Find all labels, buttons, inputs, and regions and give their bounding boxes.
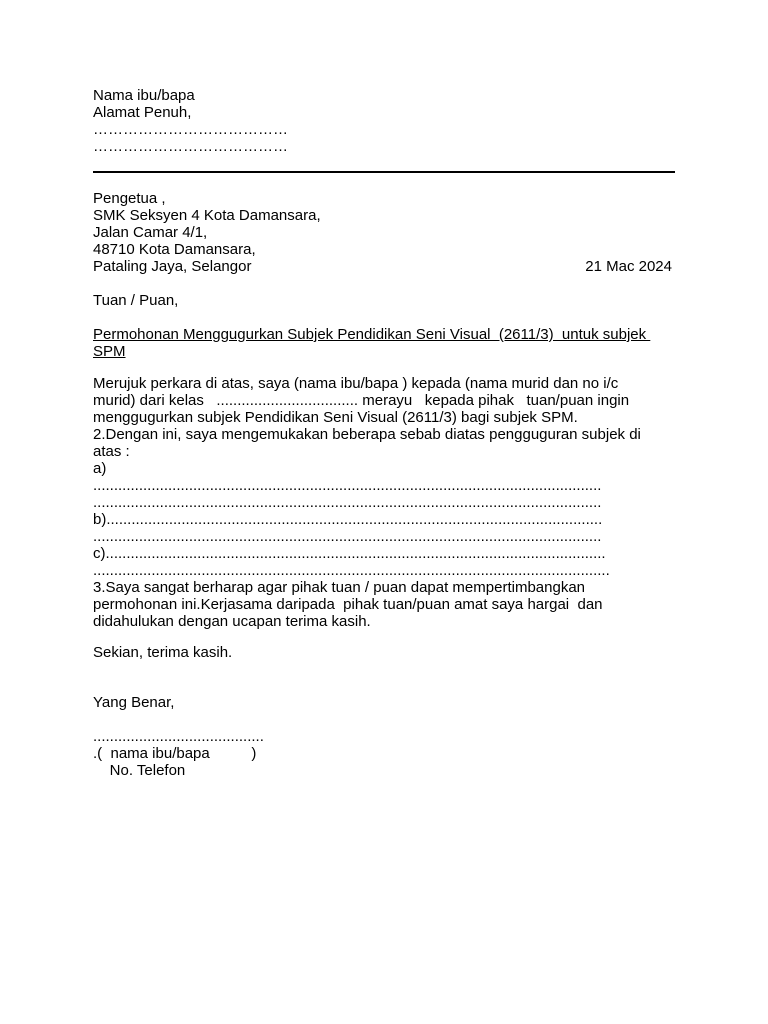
closing-signoff — [93, 694, 675, 711]
recipient-street: Jalan Camar 4/1, — [93, 224, 208, 241]
body-line: permohonan ini.Kerjasama daripada pihak tuan/puan amat saya hargai dan — [93, 596, 603, 613]
signoff-text: Yang Benar, — [93, 694, 175, 711]
signature-block — [93, 728, 675, 779]
salutation-text: Tuan / Puan, — [93, 292, 179, 309]
subject-heading — [93, 326, 675, 360]
reason-dotted-line: .......................................................................................................................... — [93, 528, 602, 545]
recipient-district-state: Pataling Jaya, Selangor — [93, 258, 252, 275]
body-line: didahulukan dengan ucapan terima kasih. — [93, 613, 371, 630]
recipient-title: Pengetua , — [93, 190, 166, 207]
reason-dotted-line: .......................................................................................................................... — [93, 494, 602, 511]
body-line: 2.Dengan ini, saya mengemukakan beberapa sebab diatas pengguguran subjek di — [93, 426, 641, 443]
body-line: menggugurkan subjek Pendidikan Seni Visual (2611/3) bagi subjek SPM. — [93, 409, 578, 426]
recipient-school: SMK Seksyen 4 Kota Damansara, — [93, 207, 321, 224]
body-line: 3.Saya sangat berharap agar pihak tuan / puan dapat mempertimbangkan — [93, 579, 585, 596]
letter-date: 21 Mac 2024 — [585, 258, 672, 275]
salutation — [93, 292, 675, 309]
recipient-postcode-city: 48710 Kota Damansara, — [93, 241, 256, 258]
thanks-text: Sekian, terima kasih. — [93, 644, 233, 661]
reason-dotted-line: .......................................................................................................................... — [93, 477, 602, 494]
letter-body — [93, 375, 675, 630]
sender-block — [93, 87, 675, 155]
subject-line: SPM — [93, 343, 126, 360]
signature-line: ......................................... — [93, 728, 264, 745]
closing-thanks — [93, 644, 675, 661]
body-line: atas : — [93, 443, 130, 460]
reason-dotted-line: c)........................................................................................................................ — [93, 545, 606, 562]
reason-dotted-line: b)....................................................................................................................... — [93, 511, 603, 528]
signer-phone: No. Telefon — [93, 762, 186, 779]
sender-name: Nama ibu/bapa — [93, 87, 195, 104]
header-divider — [93, 171, 675, 173]
sender-address-line: ………………………………… — [93, 138, 288, 155]
reason-dotted-line: ............................................................................................................................ — [93, 562, 610, 579]
body-line: murid) dari kelas .................................. merayu kepada pihak tuan/puan ingin — [93, 392, 630, 409]
body-line: Merujuk perkara di atas, saya (nama ibu/bapa ) kepada (nama murid dan no i/c — [93, 375, 619, 392]
subject-line: Permohonan Menggugurkan Subjek Pendidikan Seni Visual (2611/3) untuk subjek — [93, 326, 651, 343]
sender-address-label: Alamat Penuh, — [93, 104, 192, 121]
reason-a-label: a) — [93, 460, 107, 477]
signer-name: .( nama ibu/bapa ) — [93, 745, 257, 762]
sender-address-line: ………………………………… — [93, 121, 288, 138]
